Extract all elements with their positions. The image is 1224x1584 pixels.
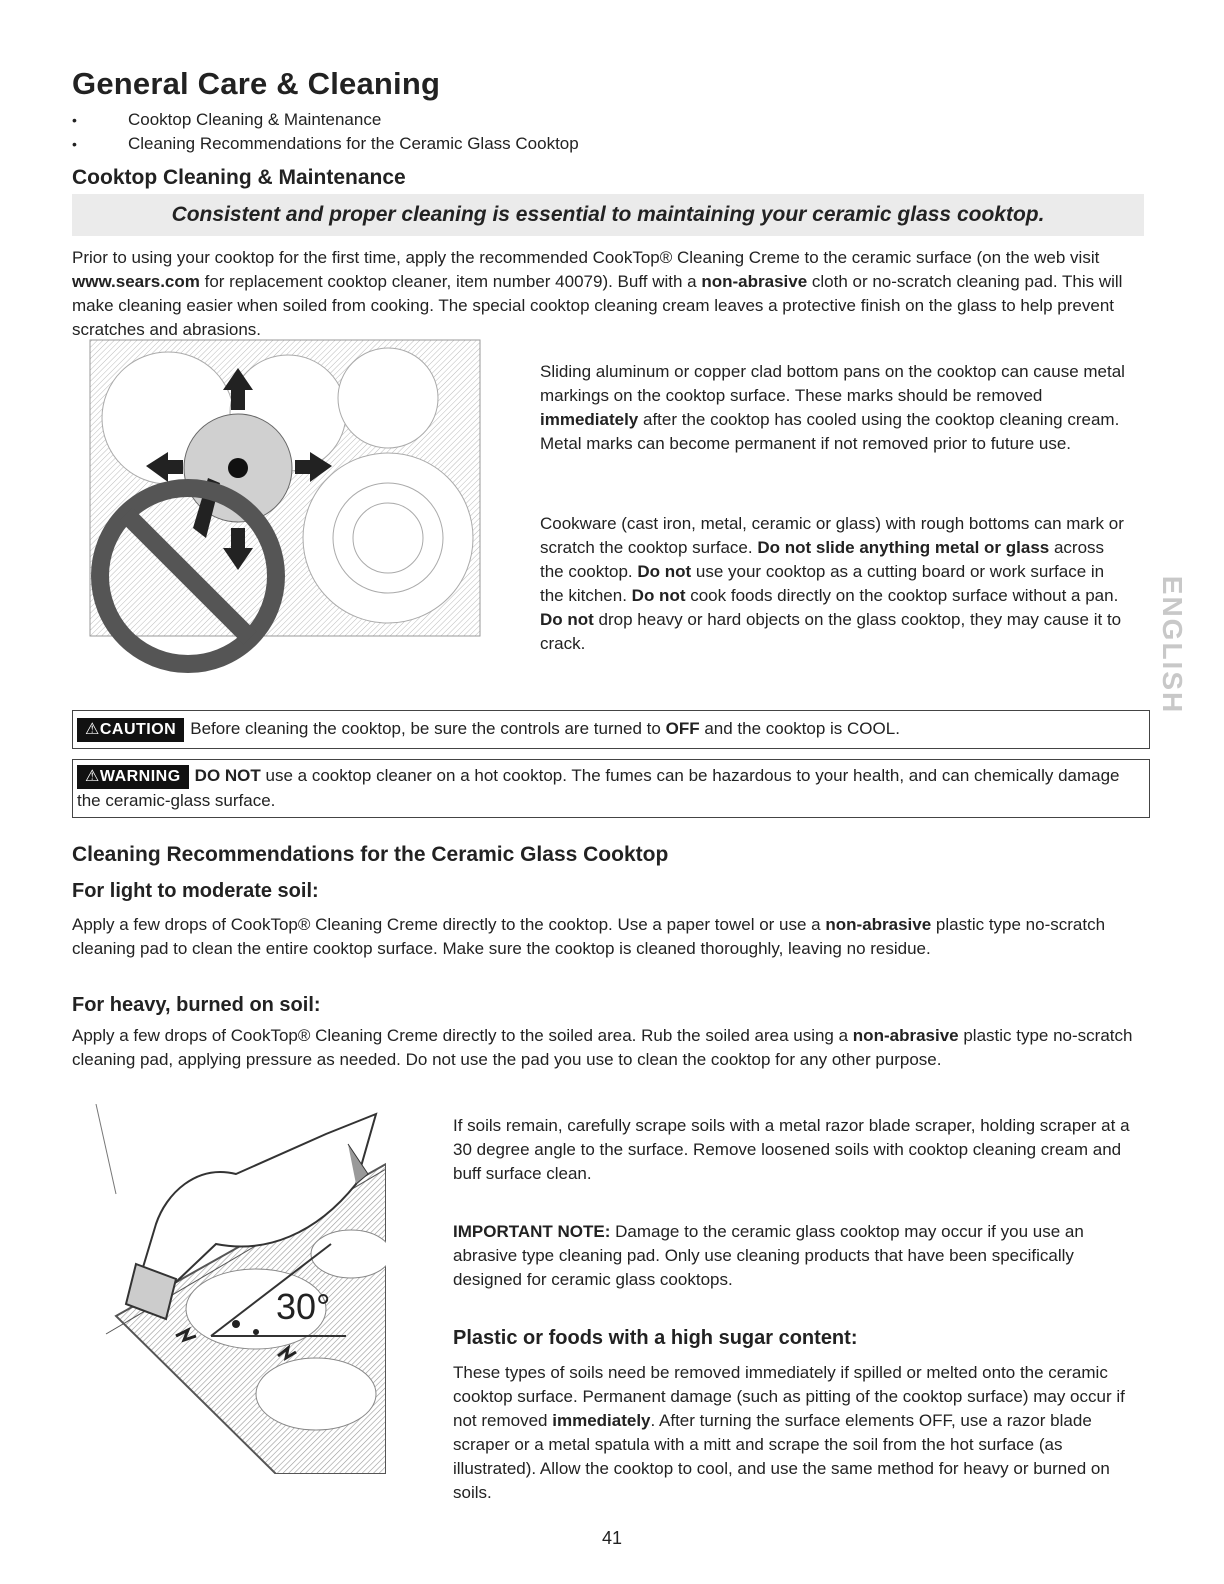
no-sliding-illustration [88, 338, 488, 678]
section-heading-maintenance: Cooktop Cleaning & Maintenance [72, 166, 406, 189]
heavy-soil-heading: For heavy, burned on soil: [72, 994, 321, 1016]
table-of-contents [72, 108, 579, 156]
sugar-heading: Plastic or foods with a high sugar content: [453, 1327, 858, 1349]
burner-ring [311, 1230, 386, 1278]
toc-item-recommendations[interactable]: • Cleaning Recommendations for the Ceramic Glass Cooktop [72, 132, 579, 156]
caution-tag: ⚠CAUTION [77, 718, 184, 742]
heavy-soil-paragraph: Apply a few drops of CookTop® Cleaning Creme directly to the soiled area. Rub the soiled area using a non-abrasive plastic type no-scratch cleaning pad, applying pressure as needed. Do not use the pad you use to clean the cooktop for any other purpose. [72, 1026, 1133, 1069]
warning-tag: ⚠WARNING [77, 765, 189, 789]
warning-box: ⚠WARNING DO NOT use a cooktop cleaner on a hot cooktop. The fumes can be hazardous to your health, and can chemically damage the ceramic-glass surface. [72, 759, 1150, 818]
sugar-paragraph: These types of soils need be removed immediately if spilled or melted onto the ceramic cooktop surface. Permanent damage (such as pitting of the cooktop surface) may occur if not removed immediately. After turning the surface elements OFF, use a razor blade scraper or a metal spatula with a mitt and scrape the soil from the hot surface (as illustrated). Allow the cooktop to cool, and use the same method for heavy or burned on soils. [453, 1363, 1125, 1502]
scraper-illustration [86, 1104, 386, 1474]
burner-ring [303, 453, 473, 623]
intro-paragraph: Prior to using your cooktop for the first time, apply the recommended CookTop® Cleaning Creme to the ceramic surface (on the web visit www.sears.com for replacement cooktop cleaner, item number 40079). Buff with a non-abrasive cloth or no-scratch cleaning pad. This will make cleaning easier when soiled from cooking. The special cooktop cleaning cream leaves a protective finish on the glass to help prevent scratches and abrasions. [72, 248, 1123, 339]
page-title: General Care & Cleaning [72, 66, 441, 101]
light-soil-paragraph: Apply a few drops of CookTop® Cleaning Creme directly to the cooktop. Use a paper towel or use a non-abrasive plastic type no-scratch cleaning pad to clean the entire cooktop surface. Make sure the cooktop is cleaned thoroughly, leaving no residue. [72, 915, 1106, 958]
light-soil-heading: For light to moderate soil: [72, 880, 319, 902]
caution-box: ⚠CAUTION Before cleaning the cooktop, be sure the controls are turned to OFF and the cooktop is COOL. [72, 710, 1150, 749]
angle-label: 30° [276, 1286, 331, 1327]
burner-ring [256, 1358, 376, 1430]
language-side-tab [1152, 570, 1192, 720]
emphasis-banner: Consistent and proper cleaning is essential to maintaining your ceramic glass cooktop. [72, 194, 1144, 236]
section-heading-recommendations: Cleaning Recommendations for the Ceramic Glass Cooktop [72, 843, 669, 866]
burner-ring [338, 348, 438, 448]
important-note-paragraph: IMPORTANT NOTE: Damage to the ceramic glass cooktop may occur if you use an abrasive type cleaning pad. Only use cleaning products that have been specifically designed for ceramic glass cooktops. [453, 1222, 1084, 1289]
scrape-paragraph: If soils remain, carefully scrape soils with a metal razor blade scraper, holding scraper at a 30 degree angle to the surface. Remove loosened soils with cooktop cleaning cream and buff surface clean. [453, 1116, 1130, 1183]
page-number: 41 [601, 1528, 623, 1548]
language-label: ENGLISH [1157, 575, 1188, 715]
cookware-paragraph: Cookware (cast iron, metal, ceramic or glass) with rough bottoms can mark or scratch the cooktop surface. Do not slide anything metal or glass across the cooktop. Do not use your cooktop as a cutting board or work surface in the kitchen. Do not cook foods directly on the cooktop surface without a pan. Do not drop heavy or hard objects on the glass cooktop, they may cause it to crack. [540, 514, 1124, 653]
toc-item-maintenance[interactable]: • Cooktop Cleaning & Maintenance [72, 108, 579, 132]
sliding-pans-paragraph: Sliding aluminum or copper clad bottom pans on the cooktop can cause metal markings on the cooktop surface. These marks should be removed immediately after the cooktop has cooled using the cooktop cleaning cream. Metal marks can become permanent if not removed prior to future use. [540, 362, 1125, 453]
